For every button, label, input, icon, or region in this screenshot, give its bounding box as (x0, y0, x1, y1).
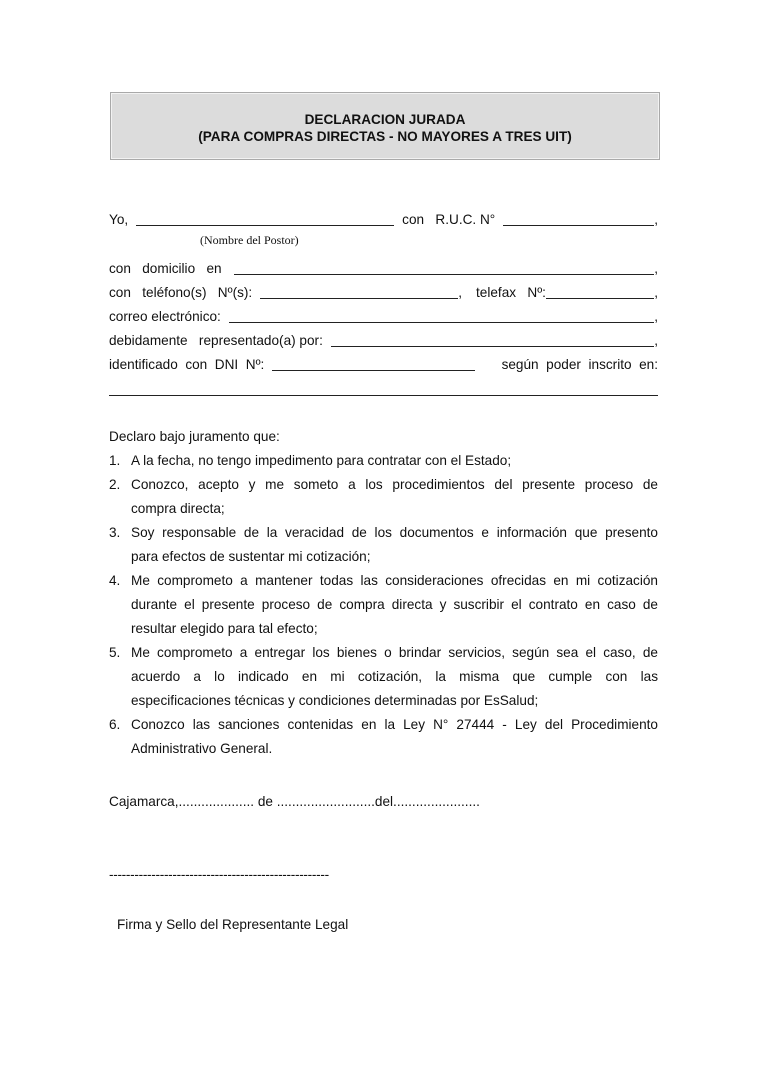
phone-field[interactable] (260, 283, 458, 299)
list-item-number: 1. (109, 453, 121, 468)
registry-field[interactable] (109, 380, 658, 396)
registry-line (109, 378, 658, 402)
postor-name-field[interactable] (136, 210, 394, 226)
dni-line (109, 353, 658, 377)
email-field[interactable] (229, 307, 654, 323)
declaration-intro: Declaro bajo juramento que: (109, 429, 280, 444)
label-telefax: telefax Nº: (476, 285, 546, 300)
list-item-text: acuerdo a lo indicado en mi cotización, la misma que cumple con las (131, 669, 658, 684)
address-field[interactable] (234, 259, 655, 275)
label-correo: correo electrónico: (109, 309, 221, 324)
ruc-field[interactable] (503, 210, 654, 226)
list-item-text: Me comprometo a mantener todas las consideraciones ofrecidas en mi cotización (131, 573, 658, 588)
phone-line (109, 281, 658, 305)
comma: , (654, 309, 658, 324)
place-date-line: Cajamarca,.................... de ..........................del....................... (109, 794, 480, 809)
label-ruc: con R.U.C. N° (402, 212, 496, 227)
list-item-text: Soy responsable de la veracidad de los documentos e información que presento (131, 525, 658, 540)
list-item-text: durante el presente proceso de compra directa y suscribir el contrato en caso de (131, 597, 658, 612)
representative-field[interactable] (331, 331, 654, 347)
list-item-text: Conozco las sanciones contenidas en la Ley N° 27444 - Ley del Procedimiento (131, 717, 658, 732)
email-line (109, 305, 658, 329)
comma: , (654, 333, 658, 348)
list-item-text: para efectos de sustentar mi cotización; (131, 549, 371, 564)
address-line (109, 257, 658, 281)
signature-label: Firma y Sello del Representante Legal (117, 917, 349, 932)
comma: , (654, 212, 658, 227)
document-header (110, 92, 660, 160)
list-item-text: especificaciones técnicas y condiciones determinadas por EsSalud; (131, 693, 539, 708)
name-ruc-line (109, 208, 658, 232)
label-poder: según poder inscrito en: (501, 357, 658, 372)
dni-field[interactable] (272, 355, 475, 371)
list-item-text: Administrativo General. (131, 741, 273, 756)
comma: , (458, 285, 462, 300)
document-title: DECLARACION JURADA (304, 112, 466, 127)
postor-name-note: (Nombre del Postor) (200, 233, 299, 247)
representative-line (109, 329, 658, 353)
comma: , (654, 285, 658, 300)
list-item-number: 2. (109, 477, 121, 492)
list-item-number: 4. (109, 573, 121, 588)
document-subtitle: (PARA COMPRAS DIRECTAS - NO MAYORES A TRES UIT) (198, 129, 572, 144)
list-item-number: 6. (109, 717, 121, 732)
signature-line: ---------------------------------------------------- (109, 867, 329, 882)
list-item-text: A la fecha, no tengo impedimento para contratar con el Estado; (131, 453, 512, 468)
label-representado: debidamente representado(a) por: (109, 333, 323, 348)
list-item-text: resultar elegido para tal efecto; (131, 621, 318, 636)
label-yo: Yo, (109, 212, 129, 227)
list-item-text: Conozco, acepto y me someto a los procedimientos del presente proceso de (131, 477, 658, 492)
list-item-text: compra directa; (131, 501, 225, 516)
telefax-field[interactable] (546, 283, 654, 299)
list-item-number: 3. (109, 525, 121, 540)
list-item-text: Me comprometo a entregar los bienes o brindar servicios, según sea el caso, de (131, 645, 658, 660)
comma: , (654, 261, 658, 276)
list-item-number: 5. (109, 645, 121, 660)
label-domicilio: con domicilio en (109, 261, 222, 276)
label-telefono: con teléfono(s) Nº(s): (109, 285, 253, 300)
label-dni: identificado con DNI Nº: (109, 357, 265, 372)
